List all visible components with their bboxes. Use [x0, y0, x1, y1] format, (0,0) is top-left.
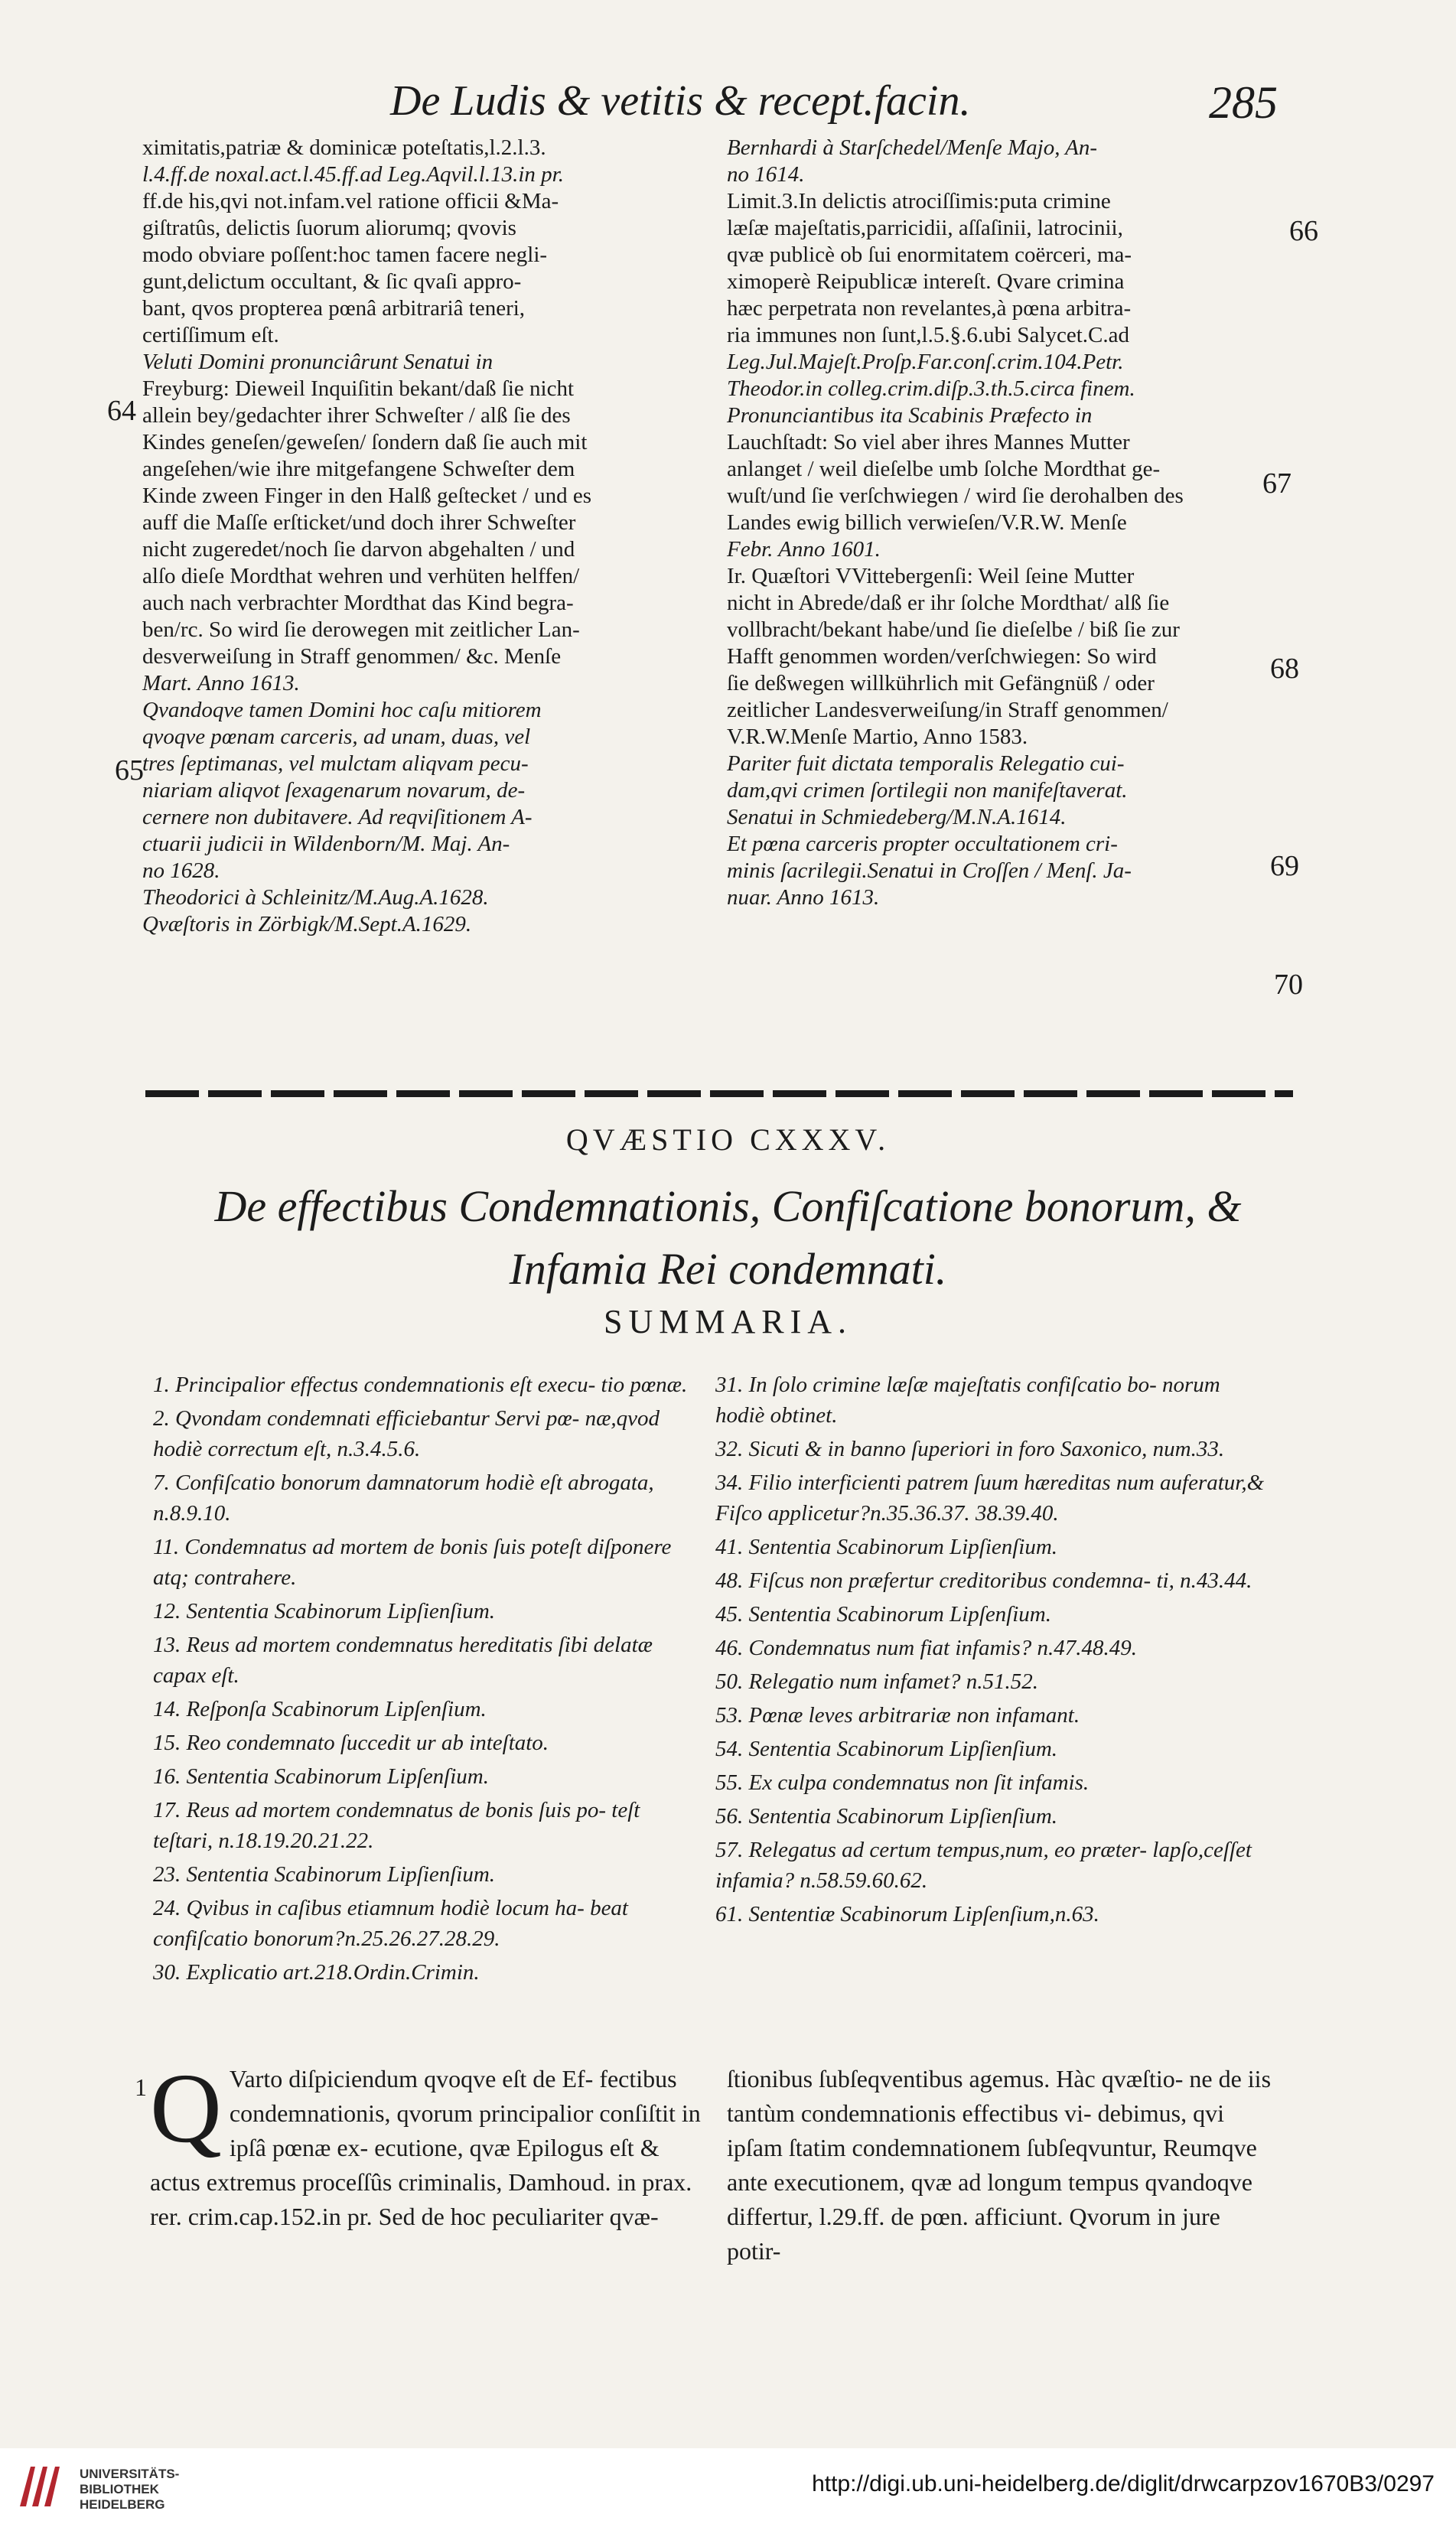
- section-divider: [145, 1090, 1293, 1097]
- summary-item: 11. Condemnatus ad mortem de bonis ſuis poteſt diſponere atq; contrahere.: [153, 1535, 672, 1590]
- summary-item: 55. Ex culpa condemnatus non ſit infamis.: [715, 1770, 1090, 1795]
- text-line: l.4.ff.de noxal.act.l.45.ff.ad Leg.Aqvil.l.13.in pr.: [142, 162, 564, 187]
- text-line: anlanget / weil dieſelbe umb ſolche Mordthat ge-: [727, 457, 1161, 481]
- text-line: wuſt/und ſie verſchwiegen / wird ſie derohalben des: [727, 484, 1184, 508]
- text-line: Leg.Jul.Majeſt.Proſp.Far.conſ.crim.104.Petr.: [727, 350, 1124, 374]
- right-text-column: [727, 135, 1278, 911]
- running-title: De Ludis & vetitis & recept.facin.: [390, 77, 971, 125]
- text-line: qvæ publicè ob ſui enormitatem coërceri, ma-: [727, 243, 1132, 267]
- text-line: nuar. Anno 1613.: [727, 885, 880, 910]
- text-line: auch nach verbrachter Mordthat das Kind begra-: [142, 591, 574, 615]
- chapter-subject: [0, 1175, 1456, 1301]
- summary-item: 57. Relegatus ad certum tempus,num, eo præter- lapſo,ceſſet infamia? n.58.59.60.62.: [715, 1838, 1252, 1893]
- text-line: nicht in Abrede/daß er ihr ſolche Mordthat/ alß ſie: [727, 591, 1170, 615]
- margin-number: 65: [115, 754, 144, 787]
- text-line: Limit.3.In delictis atrociſſimis:puta crimine: [727, 189, 1111, 213]
- summary-item: 48. Fiſcus non præfertur creditoribus condemna- ti, n.43.44.: [715, 1568, 1252, 1593]
- left-text-column: [142, 135, 701, 938]
- summary-item: 7. Confiſcatio bonorum damnatorum hodiè eſt abrogata, n.8.9.10.: [153, 1470, 654, 1526]
- viewer-footer: [0, 2448, 1456, 2524]
- text-line: Febr. Anno 1601.: [727, 537, 881, 562]
- text-line: Bernhardi à Starſchedel/Menſe Majo, An-: [727, 135, 1098, 160]
- subject-line: Infamia Rei condemnati.: [509, 1244, 947, 1294]
- body-text-left: [150, 2053, 701, 2234]
- text-line: V.R.W.Menſe Martio, Anno 1583.: [727, 725, 1028, 749]
- text-line: ff.de his,qvi not.infam.vel ratione officii &Ma-: [142, 189, 559, 213]
- summary-item: 24. Qvibus in caſibus etiamnum hodiè locum ha- beat confiſcatio bonorum?n.25.26.27.28.29.: [153, 1896, 628, 1951]
- body-paragraph: Varto diſpiciendum qvoqve eſt de Ef- fectibus condemnationis, qvorum principalior conſiſtit in ipſâ pœnæ ex- ecutione, qvæ Epilogus eſt & actus extremus proceſſûs criminalis, Damhoud. in prax. rer. crim.cap.152.in pr. Sed de hoc peculiariter qvæ-: [150, 2065, 701, 2230]
- text-line: auff die Maſſe erſticket/und doch ihrer Schweſter: [142, 510, 576, 535]
- body-paragraph: ſtionibus ſubſeqventibus agemus. Hàc qvæſtio- ne de iis tantùm condemnationis effectibus vi- debimus, qvi ipſam ſtatim condemnationem ſubſeqvuntur, Reumqve ante executionem, qvæ ad longum tempus qvandoqve differtur, l.29.ff. de pœn. afficiunt. Qvorum in jure potir-: [727, 2065, 1272, 2265]
- text-line: angeſehen/wie ihre mitgefangene Schweſter dem: [142, 457, 575, 481]
- text-line: Qvandoqve tamen Domini hoc caſu mitiorem: [142, 698, 542, 722]
- text-line: alſo dieſe Mordthat wehren und verhüten helffen/: [142, 564, 580, 588]
- text-line: minis ſacrilegii.Senatui in Croſſen / Menſ. Ja-: [727, 858, 1132, 883]
- summary-item: 32. Sicuti & in banno ſuperiori in foro Saxonico, num.33.: [715, 1437, 1225, 1461]
- summary-item: 54. Sententia Scabinorum Lipſienſium.: [715, 1737, 1058, 1761]
- text-line: zeitlicher Landesverweiſung/in Straff genommen/: [727, 698, 1168, 722]
- page-number: 285: [1209, 77, 1278, 128]
- text-line: Senatui in Schmiedeberg/M.N.A.1614.: [727, 805, 1067, 829]
- text-line: Theodorici à Schleinitz/M.Aug.A.1628.: [142, 885, 489, 910]
- text-line: modo obviare poſſent:hoc tamen facere negli-: [142, 243, 548, 267]
- text-line: Ir. Quæſtori VVittebergenſi: Weil ſeine Mutter: [727, 564, 1135, 588]
- text-line: Pronunciantibus ita Scabinis Præfecto in: [727, 403, 1093, 428]
- text-line: Veluti Domini pronunciârunt Senatui in: [142, 350, 493, 374]
- summary-item: 41. Sententia Scabinorum Lipſienſium.: [715, 1535, 1058, 1559]
- text-line: ximitatis,patriæ & dominicæ poteſtatis,l.2.l.3.: [142, 135, 546, 160]
- text-line: Mart. Anno 1613.: [142, 671, 300, 695]
- library-logo-icon: [15, 2459, 69, 2513]
- text-line: Et pœna carceris propter occultationem cri-: [727, 832, 1118, 856]
- summary-item: 12. Sententia Scabinorum Lipſienſium.: [153, 1599, 496, 1624]
- text-line: ximoperè Reipublicæ intereſt. Qvare crimina: [727, 269, 1125, 294]
- summary-item: 45. Sententia Scabinorum Lipſenſium.: [715, 1602, 1051, 1627]
- summary-item: 30. Explicatio art.218.Ordin.Crimin.: [153, 1960, 480, 1985]
- text-line: tres ſeptimanas, vel mulctam aliqvam pecu-: [142, 751, 529, 776]
- margin-number: 64: [107, 395, 136, 427]
- summaria-right-list: [715, 1369, 1274, 1933]
- margin-number: 1: [135, 2073, 147, 2101]
- body-text-right: [727, 2062, 1278, 2268]
- summary-item: 50. Relegatio num infamet? n.51.52.: [715, 1669, 1039, 1694]
- text-line: Theodor.in colleg.crim.diſp.3.th.5.circa finem.: [727, 376, 1135, 401]
- text-line: Pariter fuit dictata temporalis Relegatio cui-: [727, 751, 1125, 776]
- text-line: Kinde zween Finger in den Halß geſtecket / und es: [142, 484, 592, 508]
- text-line: Kindes geneſen/geweſen/ ſondern daß ſie auch mit: [142, 430, 588, 454]
- summary-item: 31. In ſolo crimine læſæ majeſtatis confiſcatio bo- norum hodiè obtinet.: [715, 1373, 1220, 1428]
- text-line: certiſſimum eſt.: [142, 323, 279, 347]
- library-name: UNIVERSITÄTS- BIBLIOTHEK HEIDELBERG: [80, 2467, 180, 2512]
- summary-item: 53. Pœnæ leves arbitrariæ non infamant.: [715, 1703, 1080, 1728]
- text-line: nicht zugeredet/noch ſie darvon abgehalten / und: [142, 537, 575, 562]
- text-line: giſtratûs, delictis ſuorum aliorumq; qvovis: [142, 216, 516, 240]
- margin-number: 70: [1274, 969, 1303, 1001]
- text-line: Lauchſtadt: So viel aber ihres Mannes Mutter: [727, 430, 1130, 454]
- text-line: Qvæſtoris in Zörbigk/M.Sept.A.1629.: [142, 912, 472, 936]
- summary-item: 1. Principalior effectus condemnationis eſt execu- tio pœnæ.: [153, 1373, 688, 1397]
- text-line: vollbracht/bekant habe/und ſie dieſelbe / biß ſie zur: [727, 617, 1180, 642]
- text-line: ben/rc. So wird ſie derowegen mit zeitlicher Lan-: [142, 617, 580, 642]
- summary-item: 34. Filio interficienti patrem ſuum hæreditas num auferatur,& Fiſco applicetur?n.35.36.37. 38.39.40.: [715, 1470, 1265, 1526]
- text-line: cernere non dubitavere. Ad reqviſitionem A-: [142, 805, 533, 829]
- summary-item: 15. Reo condemnato ſuccedit ur ab inteſtato.: [153, 1731, 549, 1755]
- text-line: gunt,delictum occultant, & ſic qvaſi appro-: [142, 269, 522, 294]
- summary-item: 23. Sententia Scabinorum Lipſienſium.: [153, 1862, 496, 1887]
- summary-item: 14. Reſponſa Scabinorum Lipſenſium.: [153, 1697, 487, 1721]
- text-line: dam,qvi crimen ſortilegii non manifeſtaverat.: [727, 778, 1128, 803]
- text-line: hæc perpetrata non revelantes,à pœna arbitra-: [727, 296, 1132, 321]
- text-line: desverweiſung in Straff genommen/ &c. Menſe: [142, 644, 562, 669]
- text-line: ctuarii judicii in Wildenborn/M. Maj. An-: [142, 832, 510, 856]
- text-line: bant, qvos propterea pœnâ arbitrariâ teneri,: [142, 296, 526, 321]
- text-line: niariam aliqvot ſexagenarum novarum, de-: [142, 778, 526, 803]
- summary-item: 56. Sententia Scabinorum Lipſienſium.: [715, 1804, 1058, 1829]
- text-line: Freyburg: Dieweil Inquiſitin bekant/daß ſie nicht: [142, 376, 575, 401]
- summary-item: 17. Reus ad mortem condemnatus de bonis ſuis po- teſt teſtari, n.18.19.20.21.22.: [153, 1798, 640, 1853]
- summaria-heading: SUMMARIA.: [603, 1303, 853, 1340]
- text-line: Landes ewig billich verwieſen/V.R.W. Menſe: [727, 510, 1127, 535]
- source-url-link[interactable]: http://digi.ub.uni-heidelberg.de/diglit/drwcarpzov1670B3/0297: [812, 2471, 1435, 2496]
- text-line: Hafft genommen worden/verſchwiegen: So wird: [727, 644, 1157, 669]
- margin-number: 66: [1289, 215, 1318, 247]
- summary-item: 13. Reus ad mortem condemnatus hereditatis ſibi delatæ capax eſt.: [153, 1633, 653, 1688]
- text-line: ſie deßwegen willkührlich mit Gefängnüß / oder: [727, 671, 1155, 695]
- question-title: QVÆSTIO CXXXV.: [565, 1122, 891, 1157]
- summary-item: 16. Sententia Scabinorum Lipſenſium.: [153, 1764, 489, 1789]
- text-line: no 1628.: [142, 858, 220, 883]
- text-line: ria immunes non ſunt,l.5.§.6.ubi Salycet.C.ad: [727, 323, 1129, 347]
- subject-line: De effectibus Condemnationis, Confiſcatione bonorum, &: [214, 1181, 1242, 1231]
- text-line: allein bey/gedachter ihrer Schweſter / alß ſie des: [142, 403, 571, 428]
- text-line: no 1614.: [727, 162, 805, 187]
- summary-item: 61. Sententiæ Scabinorum Lipſenſium,n.63.: [715, 1902, 1099, 1926]
- drop-capital: Q: [150, 2053, 222, 2164]
- summaria-left-list: [153, 1369, 704, 1991]
- margin-number: 67: [1262, 467, 1292, 500]
- margin-number: 69: [1270, 850, 1299, 882]
- summary-item: 46. Condemnatus num fiat infamis? n.47.48.49.: [715, 1636, 1138, 1660]
- text-line: læſæ majeſtatis,parricidii, aſſaſinii, latrocinii,: [727, 216, 1123, 240]
- summary-item: 2. Qvondam condemnati efficiebantur Servi pœ- næ,qvod hodiè correctum eſt, n.3.4.5.6.: [153, 1406, 660, 1461]
- text-line: qvoqve pœnam carceris, ad unam, duas, vel: [142, 725, 531, 749]
- margin-number: 68: [1270, 653, 1299, 685]
